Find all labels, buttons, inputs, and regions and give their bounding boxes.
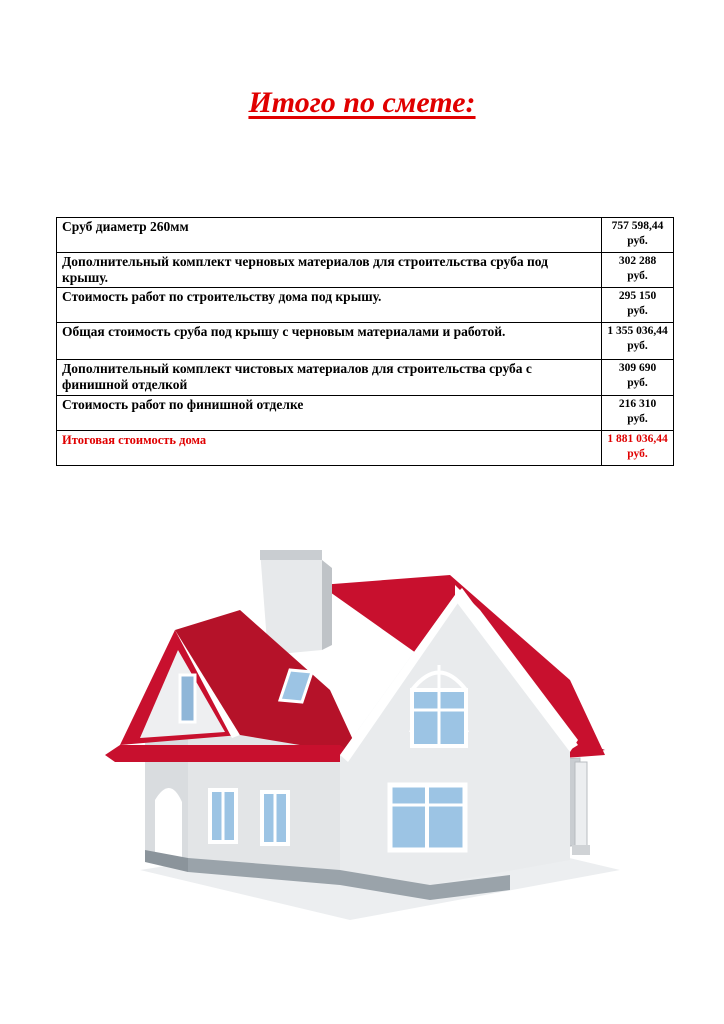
row-description: Стоимость работ по финишной отделке [57, 396, 602, 431]
row-amount: 1 355 036,44 [607, 325, 668, 337]
row-amount: 302 288 [618, 255, 657, 267]
row-amount-cell [602, 360, 674, 396]
row-amount-cell [602, 253, 674, 288]
total-row [57, 431, 674, 466]
row-description: Общая стоимость сруба под крышу с черновым материалами и работой. [57, 323, 602, 360]
page-title: Итого по смете: [248, 86, 476, 119]
row-amount-cell [602, 288, 674, 323]
row-description: Стоимость работ по строительству дома под крышу. [57, 288, 602, 323]
total-amount: 1 881 036,44 [607, 433, 668, 445]
row-currency: руб. [627, 377, 648, 389]
house-illustration [100, 540, 620, 920]
row-amount-cell [602, 396, 674, 431]
row-currency: руб. [627, 270, 648, 282]
row-currency: руб. [627, 305, 648, 317]
estimate-table [56, 217, 674, 466]
row-amount-cell [602, 323, 674, 360]
table-row [57, 253, 674, 288]
row-description: Сруб диаметр 260мм [57, 218, 602, 253]
row-currency: руб. [627, 340, 648, 352]
row-amount: 309 690 [618, 362, 657, 374]
row-amount: 757 598,44 [611, 220, 664, 232]
row-currency: руб. [627, 413, 648, 425]
row-amount: 295 150 [618, 290, 657, 302]
row-currency: руб. [627, 235, 648, 247]
table-row [57, 218, 674, 253]
total-amount-cell [602, 431, 674, 466]
table-row [57, 360, 674, 396]
total-currency: руб. [627, 448, 648, 460]
table-row [57, 396, 674, 431]
row-amount: 216 310 [618, 398, 657, 410]
table-row [57, 288, 674, 323]
row-amount-cell [602, 218, 674, 253]
row-description: Дополнительный комплект чистовых материалов для строительства сруба с финишной отделкой [57, 360, 602, 396]
total-description: Итоговая стоимость дома [57, 431, 602, 466]
row-description: Дополнительный комплект черновых материалов для строительства сруба под крышу. [57, 253, 602, 288]
table-row [57, 323, 674, 360]
